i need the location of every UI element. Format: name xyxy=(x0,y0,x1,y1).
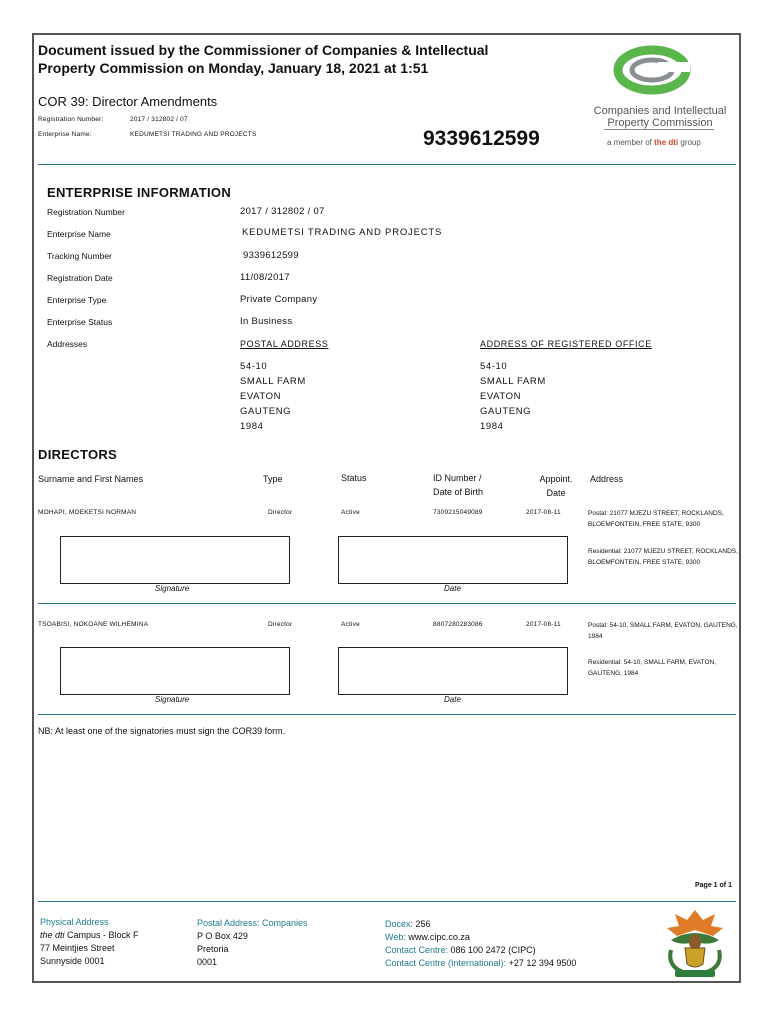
col-name: Surname and First Names xyxy=(38,474,144,484)
footer-physical-address: Physical Address the dti Campus - Block F 77 Meintjies Street Sunnyside 0001 xyxy=(40,917,139,966)
director-1-date-caption: Date xyxy=(444,584,461,593)
form-title: COR 39: Director Amendments xyxy=(38,94,218,109)
footer-postal-address: Postal Address: Companies P O Box 429 Pretoria 0001 xyxy=(197,918,308,967)
director-1-status: Active xyxy=(341,509,360,516)
label-addresses: Addresses xyxy=(47,339,88,349)
value-tracking-number: 9339612599 xyxy=(243,250,299,261)
page-number: Page 1 of 1 xyxy=(695,882,732,889)
doc-title-line2: Property Commission on Monday, January 18, 2021 at 1:51 xyxy=(38,60,429,76)
label-enterprise-name: Enterprise Name xyxy=(47,229,111,239)
col-type: Type xyxy=(263,474,283,484)
director-2-date-box[interactable] xyxy=(338,647,568,695)
registered-office-heading: ADDRESS OF REGISTERED OFFICE xyxy=(480,339,652,349)
director-2-signature-box[interactable] xyxy=(60,647,290,695)
director-1-type: Director xyxy=(268,509,293,516)
coat-of-arms-icon xyxy=(657,906,733,987)
director-1-residential: Residential: 21077 MJEZU STREET, ROCKLANDS, BLOEMFONTEIN, FREE STATE, 9300 xyxy=(588,548,738,566)
value-enterprise-type: Private Company xyxy=(240,294,318,305)
logo-name: Companies and Intellectual Property Commission xyxy=(593,105,727,129)
logo-member-line: a member of the dti group xyxy=(607,138,701,147)
value-enterprise-status: In Business xyxy=(240,316,293,327)
director-divider-1 xyxy=(38,603,736,604)
director-divider-2 xyxy=(38,714,736,715)
enterprise-name-value: KEDUMETSI TRADING AND PROJECTS xyxy=(130,131,257,138)
cipc-logo-icon xyxy=(612,45,692,100)
label-tracking-number: Tracking Number xyxy=(47,251,112,261)
value-registration-date: 11/08/2017 xyxy=(240,272,290,283)
directors-heading: DIRECTORS xyxy=(38,447,118,462)
enterprise-name-label: Enterprise Name: xyxy=(38,131,92,138)
director-1-postal: Postal: 21077 MJEZU STREET, ROCKLANDS, BLOEMFONTEIN, FREE STATE, 9300 xyxy=(588,510,724,528)
website-link[interactable]: www.cipc.co.za xyxy=(405,932,470,942)
director-2-residential: Residential: 54-10, SMALL FARM, EVATON, GAUTENG, 1984 xyxy=(588,659,717,677)
footer-contact: Docex: 256 Web: www.cipc.co.za Contact Centre: 086 100 2472 (CIPC) Contact Centre (International): +27 12 394 9500 xyxy=(385,919,577,968)
registered-office-block: 54-10 SMALL FARM EVATON GAUTENG 1984 xyxy=(480,361,546,432)
director-2-id: 8807280283086 xyxy=(433,621,483,628)
col-id: ID Number / Date of Birth xyxy=(433,473,484,497)
director-2-name: TSOABISI, NOKOANE WILHEMINA xyxy=(38,621,149,628)
col-status: Status xyxy=(341,473,367,483)
col-address: Address xyxy=(590,474,624,484)
col-appoint: Appoint. Date xyxy=(539,474,573,498)
director-2-appoint: 2017-08-11 xyxy=(526,621,561,628)
postal-address-block: 54-10 SMALL FARM EVATON GAUTENG 1984 xyxy=(240,361,306,432)
value-registration-number: 2017 / 312802 / 07 xyxy=(240,206,325,217)
label-registration-date: Registration Date xyxy=(47,273,113,283)
director-1-signature-box[interactable] xyxy=(60,536,290,584)
director-2-postal: Postal: 54-10, SMALL FARM, EVATON, GAUTENG, 1984 xyxy=(588,622,738,640)
director-2-status: Active xyxy=(341,621,360,628)
label-enterprise-type: Enterprise Type xyxy=(47,295,107,305)
director-1-id: 7309215049089 xyxy=(433,509,483,516)
footer-divider xyxy=(38,901,736,902)
director-1-date-box[interactable] xyxy=(338,536,568,584)
label-registration-number: Registration Number xyxy=(47,207,125,217)
header-divider xyxy=(38,164,736,165)
value-enterprise-name: KEDUMETSI TRADING AND PROJECTS xyxy=(242,227,443,238)
director-2-signature-caption: Signature xyxy=(155,695,190,704)
director-1-name: MOHAPI, MOEKETSI NORMAN xyxy=(38,509,137,516)
postal-address-heading: POSTAL ADDRESS xyxy=(240,339,329,349)
director-2-date-caption: Date xyxy=(444,695,461,704)
director-1-signature-caption: Signature xyxy=(155,584,190,593)
logo-divider xyxy=(604,129,714,130)
reg-number-value: 2017 / 312802 / 07 xyxy=(130,116,188,123)
label-enterprise-status: Enterprise Status xyxy=(47,317,113,327)
reg-number-label: Registration Number: xyxy=(38,116,104,123)
director-1-appoint: 2017-08-11 xyxy=(526,509,561,516)
director-2-type: Director xyxy=(268,621,293,628)
doc-title-line1: Document issued by the Commissioner of Companies & Intellectual xyxy=(38,42,489,58)
enterprise-heading: ENTERPRISE INFORMATION xyxy=(47,185,232,200)
tracking-number: 9339612599 xyxy=(423,127,540,150)
signatory-note: NB: At least one of the signatories must sign the COR39 form. xyxy=(38,726,286,736)
